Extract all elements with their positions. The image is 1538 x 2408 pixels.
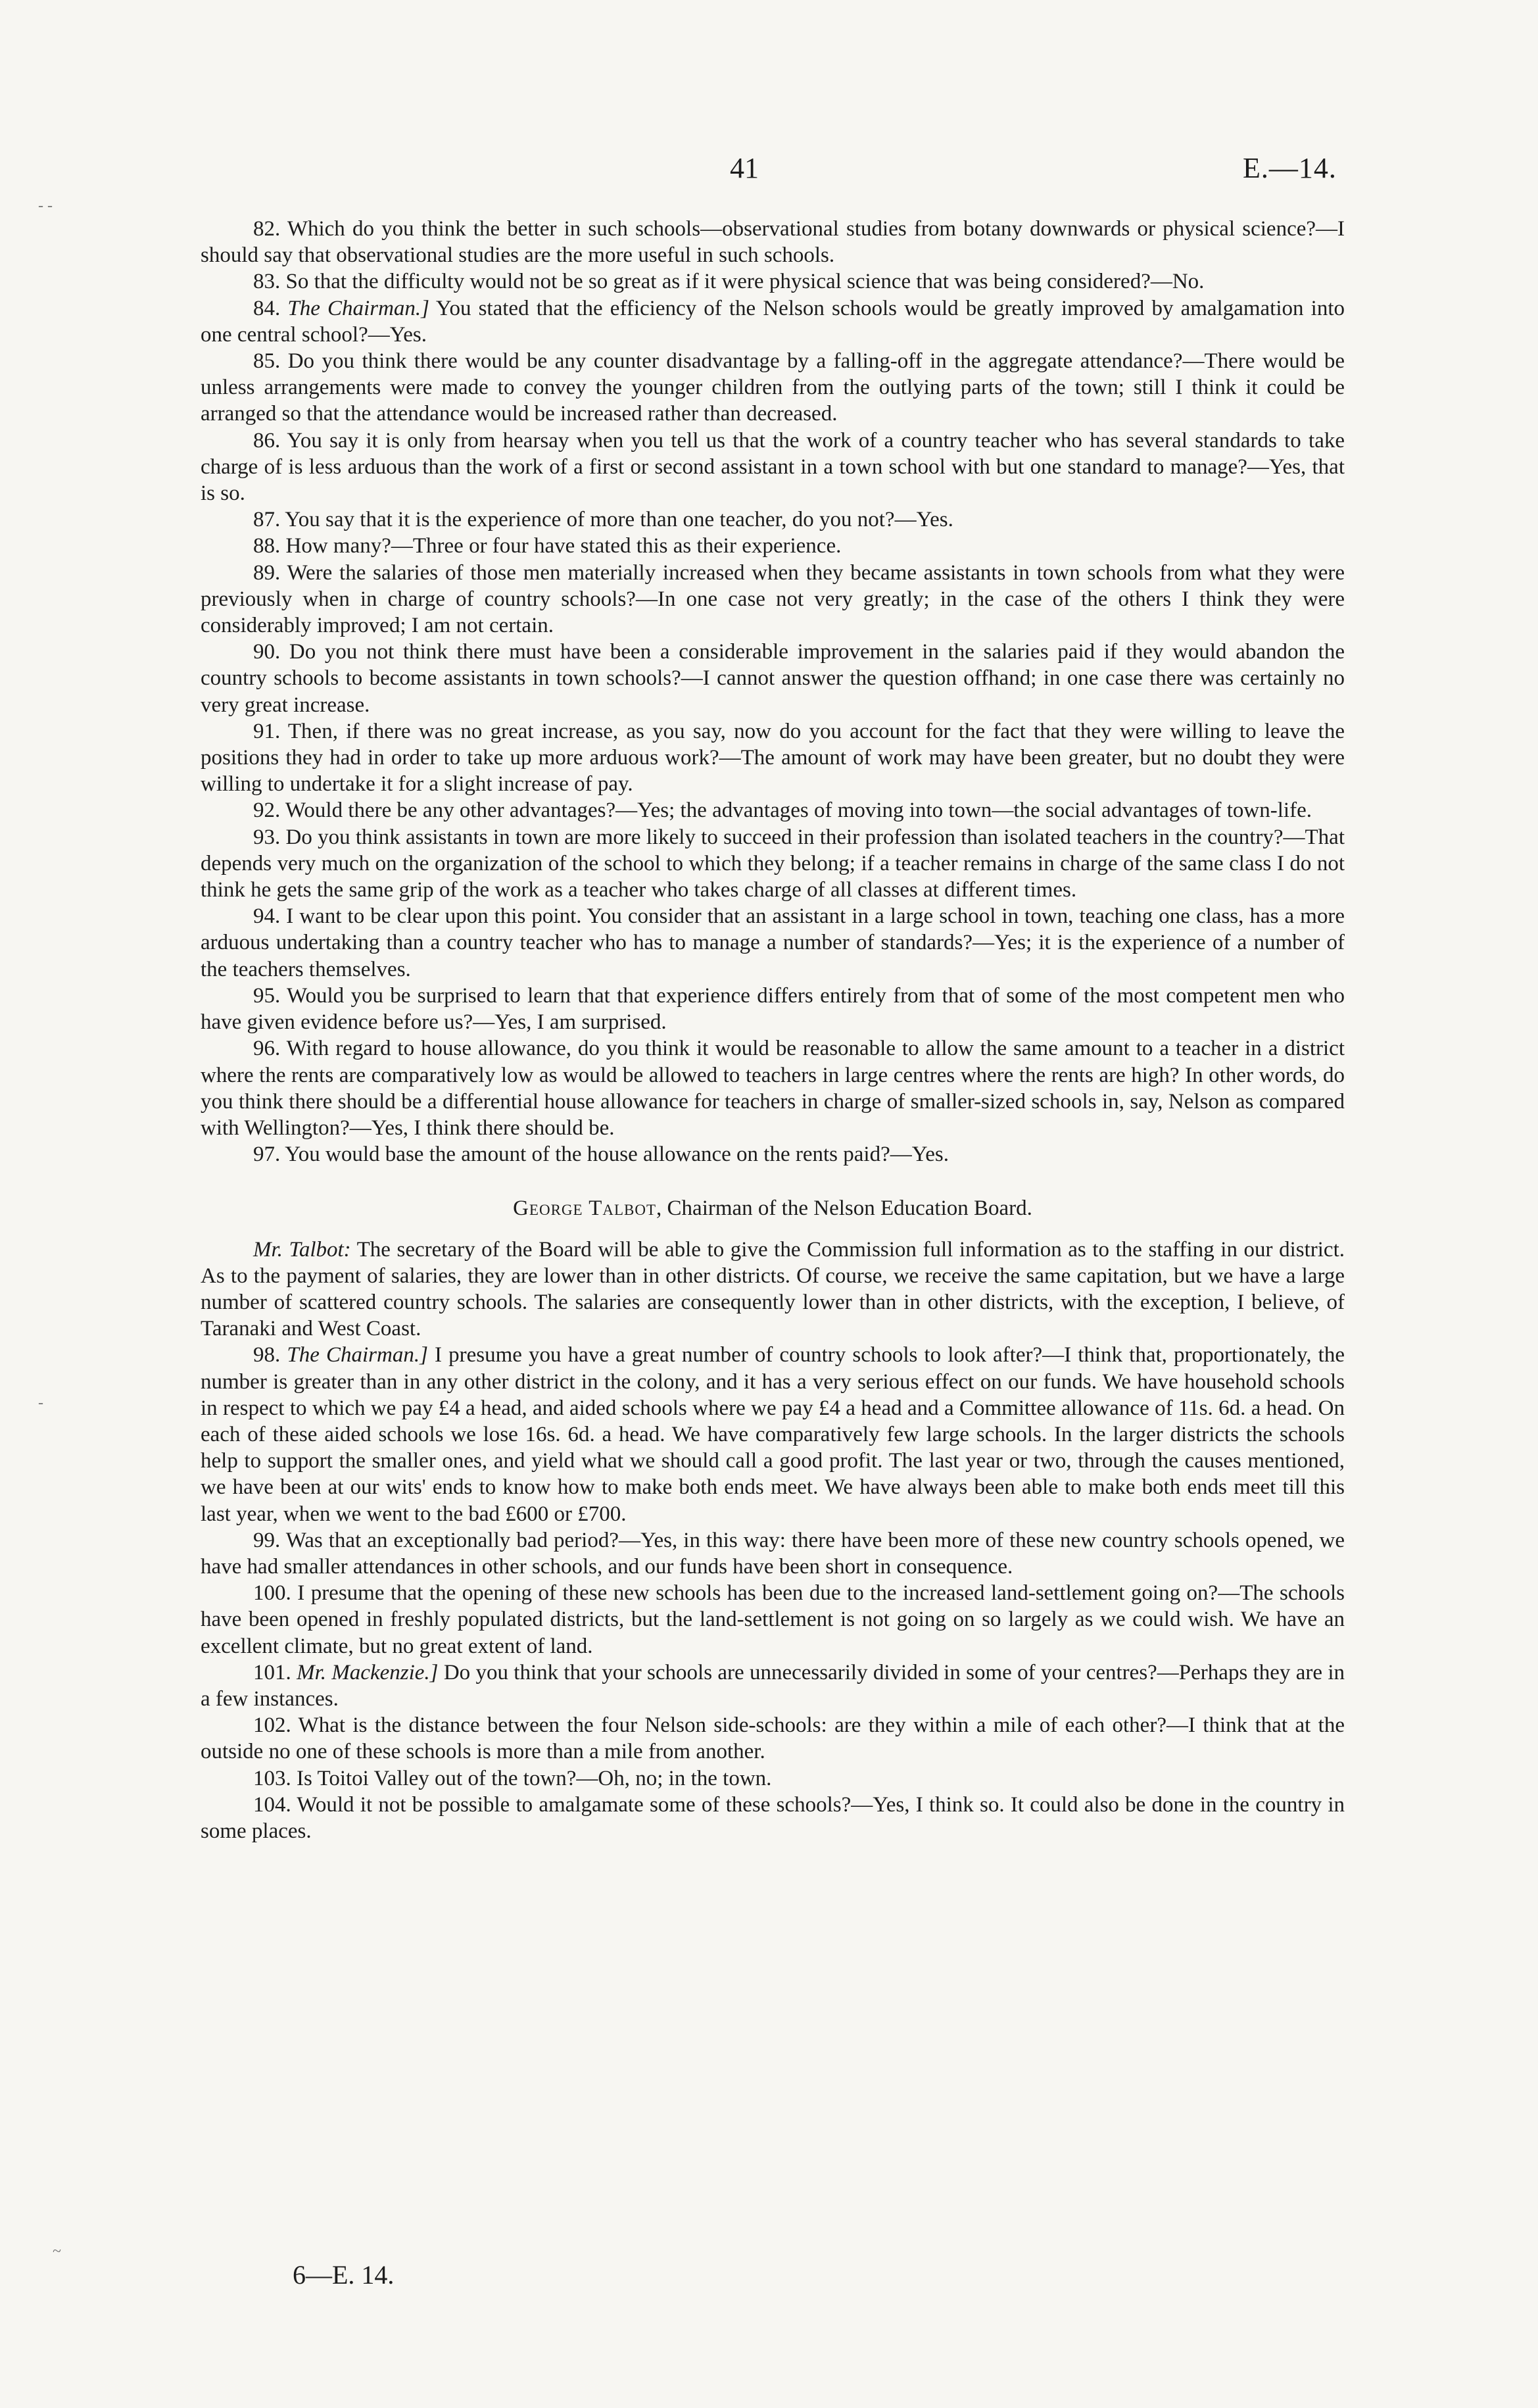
paragraph-text: You stated that the efficiency of the Nelson schools would be greatly improved by amalgamation into one central school?—Yes.	[201, 296, 1345, 347]
question-paragraph: 94. I want to be clear upon this point. You consider that an assistant in a large school in town, teaching one class, has a more arduous undertaking than a country teacher who has to manage a number of standards?—Yes; it is the experience of a number of the teachers themselves.	[201, 904, 1345, 981]
question-paragraph	[201, 295, 1345, 348]
question-number: 101.	[253, 1660, 297, 1684]
question-paragraph: 82. Which do you think the better in such schools—observational studies from botany downwards or physical science?—I should say that observational studies are the more useful in such schools.	[201, 217, 1345, 268]
margin-mark: - -	[38, 197, 53, 214]
speaker-label: Mr. Mackenzie.]	[297, 1660, 439, 1684]
question-paragraph: 102. What is the distance between the four Nelson side-schools: are they within a mile of each other?—I think that at the outside no one of these schools is more than a mile from another.	[201, 1713, 1345, 1764]
question-paragraph: 90. Do you not think there must have been a considerable improvement in the salaries paid if they would abandon the country schools to become assistants in town schools?—I cannot answer the question offhand; in one case there was certainly no very great increase.	[201, 640, 1345, 717]
paragraph-text: I presume you have a great number of country schools to look after?—I think that, proportionately, the number is greater than in any other district in the colony, and it has a very serious effect on our funds. We have household schools in respect to which we pay £4 a head, and aided schools where we pay £4 a head and a Committee allowance of 11s. 6d. a head. On each of these aided schools we lose 16s. 6d. a head. We have comparatively few large schools. In the larger districts the schools help to support the smaller ones, and yield what we should call a good profit. The last year or two, through the causes mentioned, we have been at our wits' ends to know how to make both ends meet. We have always been able to make both ends meet till this last year, when we went to the bad £600 or £700.	[201, 1343, 1345, 1526]
paragraph-text: Do you think that your schools are unnecessarily divided in some of your centres?—Perhaps they are in a few instances.	[201, 1660, 1345, 1711]
page-signature: 6—E. 14.	[293, 2260, 395, 2290]
question-paragraph: 92. Would there be any other advantages?—Yes; the advantages of moving into town—the social advantages of town-life.	[253, 799, 1312, 823]
speaker-label: The Chairman.]	[287, 296, 429, 320]
question-paragraph	[201, 1659, 1345, 1712]
page-number: 41	[730, 152, 759, 184]
speaker-label: Mr. Talbot:	[253, 1237, 351, 1262]
paragraph-text: The secretary of the Board will be able to give the Commission full information as to the staffing in our district. As to the payment of salaries, they are lower than in other districts. Of course, we receive the same capitation, but we have a large number of scattered country schools. The salaries are consequently lower than in other districts, with the exception, I believe, of Taranaki and West Coast.	[201, 1237, 1345, 1341]
question-paragraph: 104. Would it not be possible to amalgamate some of these schools?—Yes, I think so. It could also be done in the country in some places.	[201, 1792, 1345, 1843]
question-paragraph: 97. You would base the amount of the house allowance on the rents paid?—Yes.	[253, 1143, 949, 1167]
evidence-block-2	[201, 1237, 1345, 1845]
section-heading	[201, 1195, 1345, 1221]
speaker-label: The Chairman.]	[287, 1343, 428, 1367]
witness-title: , Chairman of the Nelson Education Board.	[656, 1196, 1032, 1221]
question-paragraph: 103. Is Toitoi Valley out of the town?—Oh, no; in the town.	[253, 1766, 772, 1790]
question-paragraph: 91. Then, if there was no great increase, as you say, now do you account for the fact that they were willing to leave the positions they had in order to take up more arduous work?—The amount of work may have been greater, but no doubt they were willing to undertake it for a slight increase of pay.	[201, 719, 1345, 797]
question-paragraph: 99. Was that an exceptionally bad period?—Yes, in this way: there have been more of these new country schools opened, we have had smaller attendances in other schools, and our funds have been short in consequence.	[201, 1528, 1345, 1579]
evidence-block-1	[201, 216, 1345, 1167]
document-body	[201, 216, 1345, 1844]
margin-mark: -	[38, 1394, 43, 1412]
question-paragraph: 83. So that the difficulty would not be so great as if it were physical science that was being considered?—No.	[253, 270, 1205, 294]
question-paragraph: 95. Would you be surprised to learn that that experience differs entirely from that of some of the most competent men who have given evidence before us?—Yes, I am surprised.	[201, 983, 1345, 1035]
margin-mark: ~	[53, 2243, 61, 2260]
question-number: 84.	[253, 296, 288, 320]
question-number: 98.	[253, 1343, 287, 1367]
question-paragraph: 96. With regard to house allowance, do you think it would be reasonable to allow the same amount to a teacher in a district where the rents are comparatively low as would be allowed to teachers in large centres where the rents are high? In other words, do you think there should be a differential house allowance for teachers in charge of smaller-sized schools in, say, Nelson as compared with Wellington?—Yes, I think there should be.	[201, 1037, 1345, 1140]
document-reference: E.—14.	[1243, 152, 1337, 184]
page-header	[0, 151, 1538, 191]
question-paragraph: 100. I presume that the opening of these new schools has been due to the increased land-settlement going on?—The schools have been opened in freshly populated districts, but the land-settlement is not going on so largely as we could wish. We have an excellent climate, but no great extent of land.	[201, 1581, 1345, 1658]
question-paragraph	[201, 1342, 1345, 1527]
question-paragraph: 86. You say it is only from hearsay when you tell us that the work of a country teacher who has several standards to take charge of is less arduous than the work of a first or second assistant in a town school with but one standard to manage?—Yes, that is so.	[201, 428, 1345, 506]
witness-name: George Talbot	[513, 1196, 657, 1221]
question-paragraph: 89. Were the salaries of those men materially increased when they became assistants in town schools from what they were previously when in charge of country schools?—In one case not very greatly; in the case of the others I think they were considerably improved; I am not certain.	[201, 560, 1345, 638]
question-paragraph: 93. Do you think assistants in town are more likely to succeed in their profession than isolated teachers in the country?—That depends very much on the organization of the school to which they belong; if a teacher remains in charge of the same class I do not think he gets the same grip of the work as a teacher who takes charge of all classes at different times.	[201, 825, 1345, 902]
question-paragraph: 88. How many?—Three or four have stated this as their experience.	[253, 534, 842, 558]
question-paragraph: 87. You say that it is the experience of more than one teacher, do you not?—Yes.	[253, 508, 953, 532]
question-paragraph	[201, 1237, 1345, 1342]
question-paragraph: 85. Do you think there would be any counter disadvantage by a falling-off in the aggregate attendance?—There would be unless arrangements were made to convey the younger children from the outlying parts of the town; still I think it could be arranged so that the attendance would be increased rather than decreased.	[201, 349, 1345, 426]
